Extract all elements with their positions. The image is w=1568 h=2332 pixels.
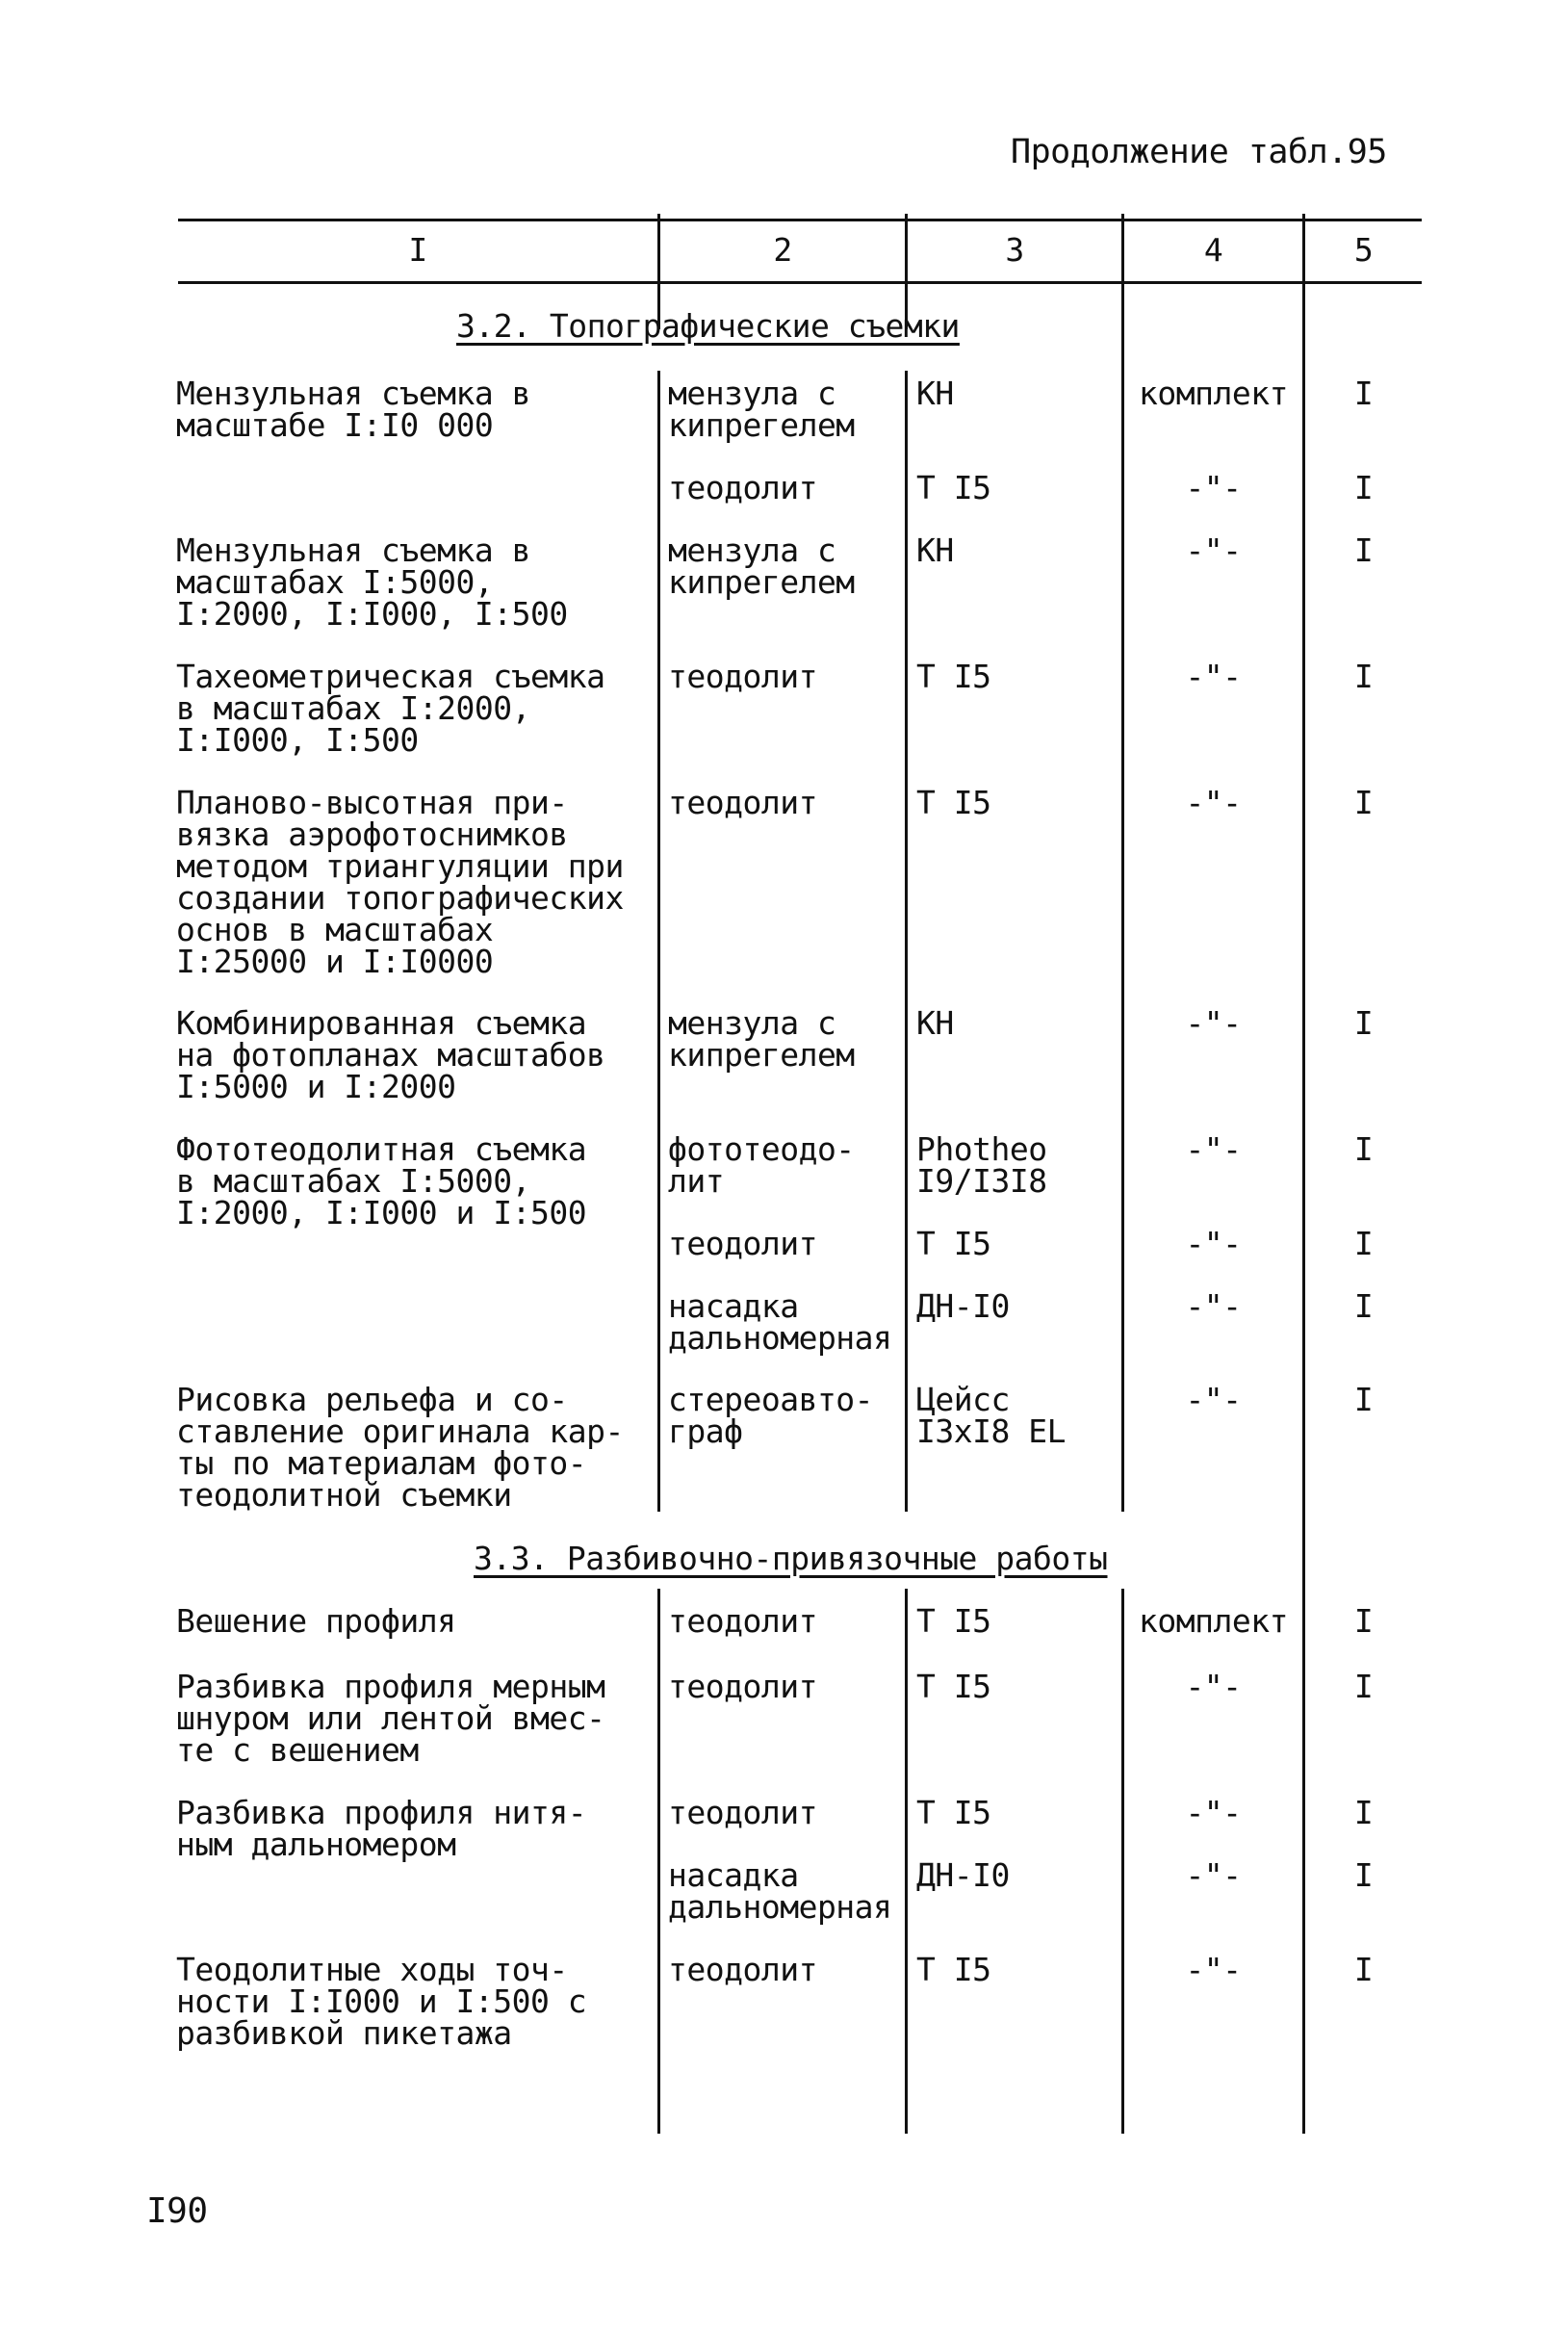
cell-equip: дальномерная xyxy=(668,1888,892,1926)
cell-type: Т I5 xyxy=(916,784,991,821)
cell-type: Photheo xyxy=(916,1130,1047,1168)
cell-equip: теодолит xyxy=(668,1794,817,1831)
cell-work: на фотопланах масштабов xyxy=(176,1036,605,1074)
cell-work: Вешение профиля xyxy=(176,1602,456,1640)
cell-qty: I xyxy=(1353,1287,1374,1325)
cell-unit: -"- xyxy=(1185,1856,1242,1894)
cell-unit: -"- xyxy=(1185,1381,1242,1418)
cell-work: ным дальномером xyxy=(176,1826,456,1863)
cell-unit: комплект xyxy=(1139,375,1288,412)
section-heading-topographic: 3.2. Топографические съемки xyxy=(456,307,960,345)
cell-work: ты по материалам фото- xyxy=(176,1444,587,1482)
cell-work: масштабе I:I0 000 xyxy=(176,406,494,444)
cell-type: Т I5 xyxy=(916,1225,991,1262)
cell-type: Цейсс xyxy=(916,1381,1010,1418)
cell-unit: -"- xyxy=(1185,784,1242,821)
cell-unit: комплект xyxy=(1139,1602,1288,1640)
cell-work: разбивкой пикетажа xyxy=(176,2014,512,2052)
cell-work: Комбинированная съемка xyxy=(176,1004,587,1042)
cell-equip: лит xyxy=(668,1162,725,1200)
cell-work: шнуром или лентой вмес- xyxy=(176,1699,605,1737)
cell-equip: стереоавто- xyxy=(668,1381,874,1418)
cell-type: I9/I3I8 xyxy=(916,1162,1047,1200)
cell-equip: мензула с xyxy=(668,531,836,569)
cell-equip: теодолит xyxy=(668,1602,817,1640)
cell-type: Т I5 xyxy=(916,1951,991,1988)
cell-unit: -"- xyxy=(1185,1287,1242,1325)
cell-work: I:25000 и I:I0000 xyxy=(176,943,494,980)
cell-equip: мензула с xyxy=(668,1004,836,1042)
table-top-rule xyxy=(178,219,1422,221)
cell-unit: -"- xyxy=(1185,1004,1242,1042)
cell-unit: -"- xyxy=(1185,1130,1242,1168)
cell-work: Рисовка рельефа и со- xyxy=(176,1381,568,1418)
cell-qty: I xyxy=(1353,1381,1374,1418)
cell-work: создании топографических xyxy=(176,879,624,917)
cell-unit: -"- xyxy=(1185,1668,1242,1705)
cell-type: Т I5 xyxy=(916,1668,991,1705)
cell-type: КН xyxy=(916,1004,954,1042)
cell-qty: I xyxy=(1353,784,1374,821)
column-divider xyxy=(905,1589,908,2134)
cell-work: теодолитной съемки xyxy=(176,1476,512,1514)
column-divider xyxy=(905,371,908,1512)
cell-equip: теодолит xyxy=(668,658,817,695)
cell-work: I:2000, I:I000, I:500 xyxy=(176,595,568,633)
cell-work: ставление оригинала кар- xyxy=(176,1412,624,1450)
cell-work: Планово-высотная при- xyxy=(176,784,568,821)
table-continuation-label: Продолжение табл.95 xyxy=(1011,133,1387,171)
cell-type: ДН-I0 xyxy=(916,1287,1010,1325)
cell-work: I:I000, I:500 xyxy=(176,721,419,759)
cell-equip: теодолит xyxy=(668,1951,817,1988)
cell-type: Т I5 xyxy=(916,658,991,695)
cell-work: вязка аэрофотоснимков xyxy=(176,816,568,853)
cell-type: Т I5 xyxy=(916,469,991,506)
cell-work: Фототеодолитная съемка xyxy=(176,1130,587,1168)
cell-qty: I xyxy=(1353,531,1374,569)
cell-work: Разбивка профиля мерным xyxy=(176,1668,605,1705)
cell-type: I3хI8 EL xyxy=(916,1412,1066,1450)
cell-unit: -"- xyxy=(1185,469,1242,506)
cell-qty: I xyxy=(1353,1668,1374,1705)
cell-equip: дальномерная xyxy=(668,1319,892,1357)
cell-qty: I xyxy=(1353,1856,1374,1894)
cell-work: основ в масштабах xyxy=(176,911,494,948)
cell-work: ности I:I000 и I:500 с xyxy=(176,1982,587,2020)
cell-equip: фототеодо- xyxy=(668,1130,855,1168)
cell-qty: I xyxy=(1353,1130,1374,1168)
column-header-1: I xyxy=(408,231,427,269)
cell-unit: -"- xyxy=(1185,1951,1242,1988)
cell-work: масштабах I:5000, xyxy=(176,563,494,601)
cell-qty: I xyxy=(1353,1794,1374,1831)
page-number: I90 xyxy=(146,2191,208,2231)
cell-equip: насадка xyxy=(668,1287,799,1325)
cell-work: в масштабах I:5000, xyxy=(176,1162,530,1200)
cell-equip: кипрегелем xyxy=(668,563,855,601)
cell-equip: теодолит xyxy=(668,1225,817,1262)
column-header-4: 4 xyxy=(1203,231,1223,269)
cell-work: в масштабах I:2000, xyxy=(176,689,530,727)
column-header-5: 5 xyxy=(1353,231,1374,269)
cell-unit: -"- xyxy=(1185,1225,1242,1262)
section-heading-staking: 3.3. Разбивочно-привязочные работы xyxy=(474,1540,1108,1577)
cell-type: ДН-I0 xyxy=(916,1856,1010,1894)
cell-equip: кипрегелем xyxy=(668,1036,855,1074)
cell-unit: -"- xyxy=(1185,531,1242,569)
cell-work: Разбивка профиля нитя- xyxy=(176,1794,587,1831)
cell-equip: теодолит xyxy=(668,469,817,506)
cell-unit: -"- xyxy=(1185,1794,1242,1831)
cell-equip: кипрегелем xyxy=(668,406,855,444)
cell-work: те с вешением xyxy=(176,1731,419,1769)
cell-work: Тахеометрическая съемка xyxy=(176,658,605,695)
cell-qty: I xyxy=(1353,1225,1374,1262)
column-divider xyxy=(657,371,660,1512)
cell-equip: теодолит xyxy=(668,784,817,821)
cell-equip: насадка xyxy=(668,1856,799,1894)
cell-work: Мензульная съемка в xyxy=(176,531,530,569)
cell-qty: I xyxy=(1353,1602,1374,1640)
cell-work: методом триангуляции при xyxy=(176,847,624,885)
column-header-2: 2 xyxy=(773,231,792,269)
table-header-rule xyxy=(178,281,1422,284)
cell-qty: I xyxy=(1353,658,1374,695)
column-header-3: 3 xyxy=(1005,231,1024,269)
cell-equip: теодолит xyxy=(668,1668,817,1705)
cell-type: Т I5 xyxy=(916,1794,991,1831)
cell-qty: I xyxy=(1353,469,1374,506)
cell-qty: I xyxy=(1353,375,1374,412)
cell-unit: -"- xyxy=(1185,658,1242,695)
cell-equip: граф xyxy=(668,1412,743,1450)
cell-work: Теодолитные ходы точ- xyxy=(176,1951,568,1988)
cell-equip: мензула с xyxy=(668,375,836,412)
cell-qty: I xyxy=(1353,1004,1374,1042)
cell-type: КН xyxy=(916,531,954,569)
cell-qty: I xyxy=(1353,1951,1374,1988)
cell-type: Т I5 xyxy=(916,1602,991,1640)
column-divider xyxy=(657,1589,660,2134)
cell-work: I:5000 и I:2000 xyxy=(176,1068,456,1105)
cell-type: КН xyxy=(916,375,954,412)
cell-work: Мензульная съемка в xyxy=(176,375,530,412)
cell-work: I:2000, I:I000 и I:500 xyxy=(176,1194,587,1231)
